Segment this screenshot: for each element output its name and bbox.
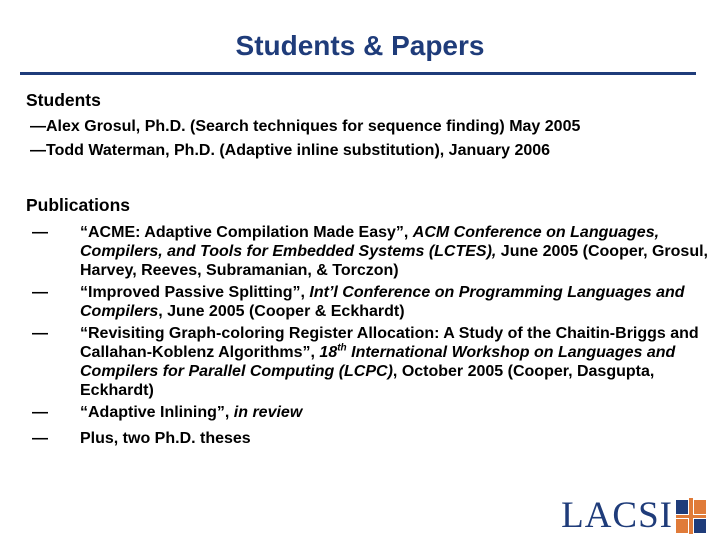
logo-text: LACSI xyxy=(561,495,673,536)
publication-item xyxy=(32,324,712,400)
publications-heading: Publications xyxy=(26,195,131,215)
publication-item xyxy=(32,283,712,321)
dash-marker: — xyxy=(32,284,48,301)
dash-marker: — xyxy=(32,224,48,241)
publication-extra: Plus, two Ph.D. theses xyxy=(80,430,251,447)
publication-title: “ACME: Adaptive Compilation Made Easy”, xyxy=(80,224,413,241)
publication-details: , October 2005 (Cooper, Dasgupta, Eckhardt) xyxy=(80,363,655,399)
publication-title: “Improved Passive Splitting”, xyxy=(80,284,310,301)
students-list xyxy=(30,115,710,163)
student-item: —Todd Waterman, Ph.D. (Adaptive inline substitution), January 2006 xyxy=(30,142,551,159)
publication-item xyxy=(32,223,712,280)
publication-title: “Adaptive Inlining”, xyxy=(80,404,234,421)
lacsi-logo xyxy=(561,495,706,536)
publication-venue: in review xyxy=(233,404,303,421)
publication-venue: ACM Conference on Languages, Compilers, and Tools for Embedded Systems (LCTES), xyxy=(80,224,660,260)
publication-details: June 2005 (Cooper, Grosul, Harvey, Reeves, Subramanian, & Torczon) xyxy=(80,243,708,279)
students-heading: Students xyxy=(26,90,101,110)
publications-list xyxy=(32,223,712,451)
slide-title: Students & Papers xyxy=(235,30,485,61)
publication-venue-ordinal: th xyxy=(337,342,347,354)
publication-venue: International Workshop on Languages and Compilers for Parallel Computing (LCPC) xyxy=(80,344,676,380)
publication-details: , June 2005 (Cooper & Eckhardt) xyxy=(158,303,405,320)
publication-item xyxy=(32,429,712,448)
publication-venue-number: 18 xyxy=(319,344,338,361)
student-item: —Alex Grosul, Ph.D. (Search techniques for sequence finding) May 2005 xyxy=(30,118,581,135)
publication-item xyxy=(32,403,712,422)
cross-logo-icon xyxy=(676,498,706,534)
dash-marker: — xyxy=(32,325,48,342)
dash-marker: — xyxy=(32,430,48,447)
publication-title: “Revisiting Graph-coloring Register Allocation: A Study of the Chaitin-Briggs and Callahan-Koblenz Algorithms”, xyxy=(80,325,699,361)
publication-venue: Int’l Conference on Programming Languages and Compilers xyxy=(80,284,685,320)
dash-marker: — xyxy=(32,404,48,421)
title-divider xyxy=(20,72,696,75)
